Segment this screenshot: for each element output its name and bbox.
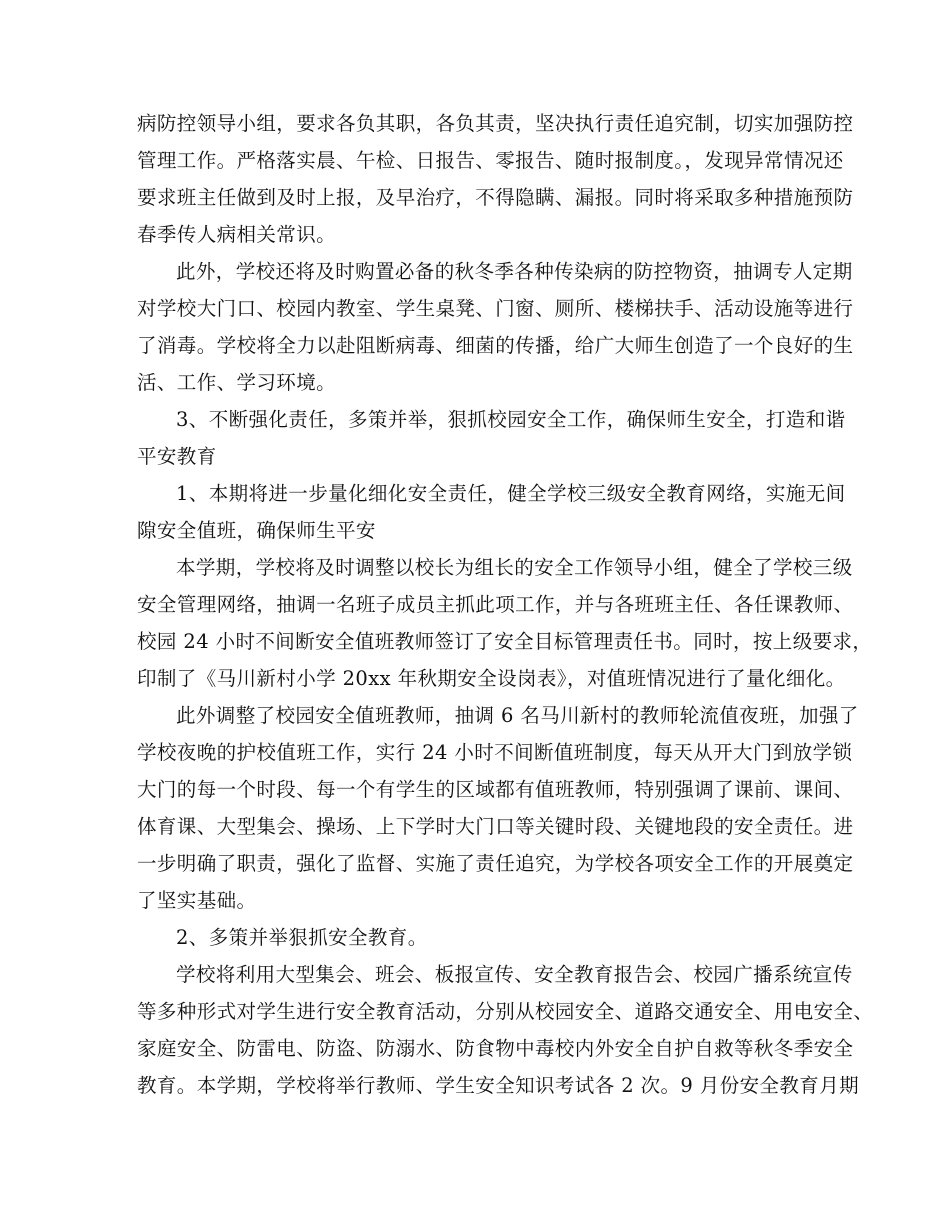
text-line: 家庭安全、防雷电、防盗、防溺水、防食物中毒校内外安全自护自救等秋冬季安全: [137, 1037, 854, 1060]
text-line: 活、工作、学习环境。: [137, 371, 337, 394]
text-line: 教育。本学期，学校将举行教师、学生安全知识考试各 2 次。9 月份安全教育月期: [137, 1074, 860, 1097]
text-line: 体育课、大型集会、操场、上下学时大门口等关键时段、关键地段的安全责任。进: [137, 815, 854, 838]
text-line: 印制了《马川新村小学 20xx 年秋期安全设岗表》，对值班情况进行了量化细化。: [137, 667, 846, 690]
text-line: 管理工作。严格落实晨、午检、日报告、零报告、随时报制度。，发现异常情况还: [137, 149, 844, 172]
text-line: 大门的每一个时段、每一个有学生的区域都有值班教师，特别强调了课前、课间、: [137, 778, 854, 801]
text-line: 了坚实基础。: [137, 889, 257, 912]
text-line: 一步明确了职责，强化了监督、实施了责任追究，为学校各项安全工作的开展奠定: [137, 852, 854, 875]
text-line: 病防控领导小组，要求各负其职，各负其责，坚决执行责任追究制，切实加强防控: [137, 112, 854, 135]
text-line: 学校将利用大型集会、班会、板报宣传、安全教育报告会、校园广播系统宣传: [176, 963, 853, 986]
text-line: 等多种形式对学生进行安全教育活动，分别从校园安全、道路交通安全、用电安全、: [137, 1000, 874, 1023]
text-line: 此外，学校还将及时购置必备的秋冬季各种传染病的防控物资，抽调专人定期: [176, 260, 853, 283]
text-line: 安全管理网络，抽调一名班子成员主抓此项工作，并与各班班主任、各任课教师、: [137, 593, 854, 616]
text-line: 春季传人病相关常识。: [137, 223, 337, 246]
text-line: 本学期，学校将及时调整以校长为组长的安全工作领导小组，健全了学校三级: [176, 556, 853, 579]
subsection-heading: 1、本期将进一步量化细化安全责任，健全学校三级安全教育网络，实施无间: [176, 482, 846, 505]
subsection-heading: 隙安全值班，确保师生平安: [137, 519, 376, 542]
text-line: 了消毒。学校将全力以赴阻断病毒、细菌的传播，给广大师生创造了一个良好的生: [137, 334, 854, 357]
text-line: 校园 24 小时不间断安全值班教师签订了安全目标管理责任书。同时，按上级要求，: [137, 630, 873, 653]
section-heading: 3、不断强化责任，多策并举，狠抓校园安全工作，确保师生安全，打造和谐: [176, 408, 846, 431]
text-line: 此外调整了校园安全值班教师，抽调 6 名马川新村的教师轮流值夜班，加强了: [176, 704, 859, 727]
text-line: 学校夜晚的护校值班工作，实行 24 小时不间断值班制度，每天从开大门到放学锁: [137, 741, 853, 764]
section-heading: 平安教育: [137, 445, 217, 468]
text-line: 要求班主任做到及时上报，及早治疗，不得隐瞒、漏报。同时将采取多种措施预防: [137, 186, 854, 209]
subsection-heading: 2、多策并举狠抓安全教育。: [176, 926, 428, 949]
text-line: 对学校大门口、校园内教室、学生桌凳、门窗、厕所、楼梯扶手、活动设施等进行: [137, 297, 854, 320]
